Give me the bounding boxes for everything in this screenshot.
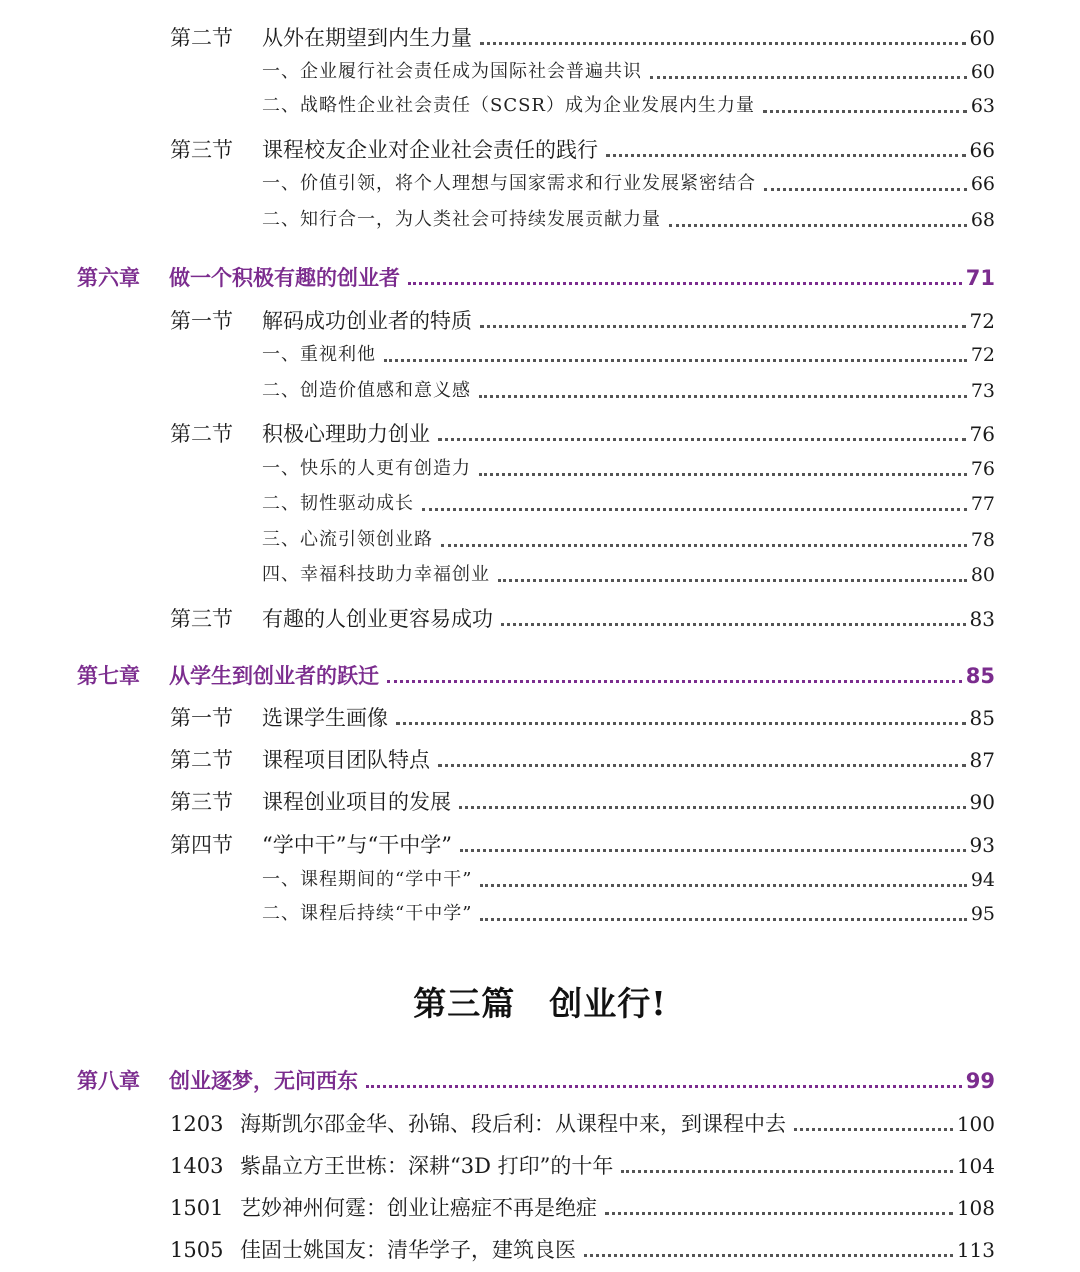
toc-entry-section — [0, 784, 1080, 820]
toc-page-number: 66 — [969, 138, 995, 162]
toc-entry-text — [77, 1063, 358, 1099]
toc-entry-entry — [0, 1232, 1080, 1268]
toc-entry-label: 第八章 — [77, 1069, 140, 1093]
dotted-leader — [438, 764, 966, 767]
toc-entry-title: 从外在期望到内生力量 — [262, 26, 472, 50]
toc-entry-text — [170, 784, 451, 820]
toc-page-number: 78 — [970, 529, 995, 551]
toc-entry-text — [262, 451, 471, 487]
dotted-leader — [498, 579, 967, 582]
dotted-leader — [621, 1170, 952, 1173]
dotted-leader — [669, 224, 967, 227]
toc-entry-title: 一、企业履行社会责任成为国际社会普遍共识 — [262, 61, 642, 82]
toc-page-number: 72 — [970, 344, 995, 366]
dotted-leader — [460, 849, 966, 852]
toc-entry-label: 第六章 — [77, 266, 140, 290]
toc-entry-text — [262, 337, 376, 373]
toc-entry-label: 第一节 — [170, 309, 233, 333]
toc-entry-chapter — [0, 1063, 1080, 1099]
toc-entry-section — [0, 416, 1080, 452]
toc-page-number: 100 — [956, 1112, 995, 1136]
toc-entry-text — [170, 132, 598, 168]
toc-entry-section — [0, 601, 1080, 637]
toc-entry-sub — [0, 862, 1080, 898]
toc-entry-title: 海斯凯尔邵金华、孙锦、段后利：从课程中来，到课程中去 — [240, 1112, 786, 1136]
toc-entry-title: “学中干”与“干中学” — [262, 833, 452, 857]
toc-entry-text — [170, 601, 493, 637]
toc-entry-text — [262, 557, 490, 593]
dotted-leader — [408, 282, 962, 285]
toc-entry-text — [262, 54, 642, 90]
toc-page-number: 93 — [969, 833, 995, 857]
toc-page-number: 68 — [970, 209, 995, 231]
toc-entry-title: 佳固士姚国友：清华学子，建筑良医 — [240, 1238, 576, 1262]
toc-entry-title: 一、快乐的人更有创造力 — [262, 458, 471, 479]
toc-entry-title: 创业逐梦，无问西东 — [169, 1069, 358, 1093]
dotted-leader — [605, 1212, 953, 1215]
toc-page-number: 94 — [970, 869, 995, 891]
toc-entry-title: 四、幸福科技助力幸福创业 — [262, 564, 490, 585]
toc-entry-title: 一、重视利他 — [262, 344, 376, 365]
dotted-leader — [459, 806, 966, 809]
toc-page-number: 71 — [965, 266, 995, 290]
toc-entry-text — [77, 658, 379, 694]
toc-entry-sub — [0, 522, 1080, 558]
toc-entry-title: 一、价值引领，将个人理想与国家需求和行业发展紧密结合 — [262, 173, 756, 194]
toc-page-number: 80 — [970, 564, 995, 586]
toc-entry-text — [170, 20, 472, 56]
toc-entry-text — [170, 416, 430, 452]
toc-entry-text — [262, 486, 414, 522]
toc-page-number: 85 — [969, 706, 995, 730]
dotted-leader — [764, 188, 967, 191]
toc-entry-text — [170, 1232, 576, 1268]
toc-entry-title: 二、战略性企业社会责任（SCSR）成为企业发展内生力量 — [262, 95, 755, 116]
toc-page-number: 85 — [965, 664, 995, 688]
toc-entry-title: 课程校友企业对企业社会责任的践行 — [262, 138, 598, 162]
toc-entry-label: 1505 — [170, 1238, 224, 1262]
toc-entry-sub — [0, 486, 1080, 522]
toc-entry-sub — [0, 896, 1080, 932]
dotted-leader — [366, 1085, 962, 1088]
dotted-leader — [480, 325, 966, 328]
dotted-leader — [384, 359, 967, 362]
toc-entry-chapter — [0, 658, 1080, 694]
toc-entry-label: 1501 — [170, 1196, 224, 1220]
toc-entry-text — [170, 1106, 786, 1142]
toc-entry-text — [170, 1190, 597, 1226]
toc-entry-text — [262, 862, 472, 898]
toc-entry-label: 1203 — [170, 1112, 224, 1136]
toc-entry-title: 课程项目团队特点 — [262, 748, 430, 772]
toc-entry-title: 做一个积极有趣的创业者 — [169, 266, 400, 290]
toc-entry-title: 有趣的人创业更容易成功 — [262, 607, 493, 631]
dotted-leader — [480, 918, 966, 921]
toc-page-number: 99 — [965, 1069, 995, 1093]
dotted-leader — [479, 395, 967, 398]
toc-entry-text — [262, 522, 433, 558]
toc-entry-section — [0, 303, 1080, 339]
dotted-leader — [606, 154, 966, 157]
toc-entry-label: 第三节 — [170, 138, 233, 162]
dotted-leader — [794, 1128, 953, 1131]
dotted-leader — [480, 42, 966, 45]
toc-entry-title: 积极心理助力创业 — [262, 422, 430, 446]
toc-page-number: 76 — [969, 422, 995, 446]
toc-entry-label: 第二节 — [170, 422, 233, 446]
toc-entry-label: 第一节 — [170, 706, 233, 730]
toc-entry-text — [170, 827, 452, 863]
toc-entry-title: 二、课程后持续“干中学” — [262, 903, 473, 924]
toc-entry-text — [170, 303, 472, 339]
toc-entry-entry — [0, 1106, 1080, 1142]
toc-page-number: 73 — [970, 380, 995, 402]
toc-entry-title: 三、心流引领创业路 — [262, 529, 433, 550]
toc-entry-text — [170, 1148, 613, 1184]
toc-entry-section — [0, 742, 1080, 778]
toc-entry-chapter — [0, 260, 1080, 296]
toc-entry-text — [170, 700, 388, 736]
dotted-leader — [584, 1254, 953, 1257]
toc-entry-sub — [0, 557, 1080, 593]
toc-entry-title: 一、课程期间的“学中干” — [262, 869, 473, 890]
toc-page-number: 113 — [956, 1238, 995, 1262]
toc-page-number: 108 — [956, 1196, 995, 1220]
toc-entry-section — [0, 827, 1080, 863]
toc-entry-title: 二、创造价值感和意义感 — [262, 380, 471, 401]
toc-entry-label: 第二节 — [170, 748, 233, 772]
toc-entry-title: 选课学生画像 — [262, 706, 388, 730]
toc-entry-title: 二、知行合一，为人类社会可持续发展贡献力量 — [262, 209, 661, 230]
toc-entry-label: 第七章 — [77, 664, 140, 688]
dotted-leader — [422, 508, 967, 511]
toc-entry-text — [262, 373, 471, 409]
toc-page-number: 60 — [970, 61, 995, 83]
toc-entry-title: 艺妙神州何霆：创业让癌症不再是绝症 — [240, 1196, 597, 1220]
dotted-leader — [480, 884, 966, 887]
toc-page-number: 87 — [969, 748, 995, 772]
dotted-leader — [501, 623, 966, 626]
dotted-leader — [650, 76, 967, 79]
toc-entry-sub — [0, 451, 1080, 487]
toc-entry-entry — [0, 1190, 1080, 1226]
dotted-leader — [396, 722, 966, 725]
toc-page-number: 76 — [970, 458, 995, 480]
toc-entry-text — [262, 88, 755, 124]
toc-entry-sub — [0, 202, 1080, 238]
toc-entry-entry — [0, 1148, 1080, 1184]
toc-entry-sub — [0, 166, 1080, 202]
toc-entry-label: 第四节 — [170, 833, 233, 857]
toc-entry-label: 第三节 — [170, 607, 233, 631]
toc-page-number: 90 — [969, 790, 995, 814]
toc-entry-section — [0, 132, 1080, 168]
toc-page-number: 66 — [970, 173, 995, 195]
toc-page-number: 95 — [970, 903, 995, 925]
toc-entry-sub — [0, 54, 1080, 90]
toc-page-number: 77 — [970, 493, 995, 515]
toc-entry-text — [77, 260, 400, 296]
dotted-leader — [479, 473, 967, 476]
toc-entry-title: 课程创业项目的发展 — [262, 790, 451, 814]
toc-entry-text — [262, 166, 756, 202]
toc-entry-section — [0, 700, 1080, 736]
toc-page-number: 104 — [956, 1154, 995, 1178]
dotted-leader — [763, 110, 967, 113]
toc-entry-title: 紫晶立方王世栋：深耕“3D 打印”的十年 — [240, 1154, 614, 1178]
toc-entry-text — [170, 742, 430, 778]
part-title: 第三篇 创业行! — [413, 984, 667, 1023]
toc-entry-label: 1403 — [170, 1154, 224, 1178]
toc-page-number: 83 — [969, 607, 995, 631]
toc-entry-label: 第二节 — [170, 26, 233, 50]
toc-entry-title: 解码成功创业者的特质 — [262, 309, 472, 333]
dotted-leader — [387, 680, 962, 683]
toc-entry-sub — [0, 373, 1080, 409]
toc-page-number: 60 — [969, 26, 995, 50]
toc-entry-title: 二、韧性驱动成长 — [262, 493, 414, 514]
toc-entry-sub — [0, 337, 1080, 373]
toc-entry-text — [262, 202, 661, 238]
toc-page-number: 63 — [970, 95, 995, 117]
dotted-leader — [438, 438, 966, 441]
toc-page-number: 72 — [969, 309, 995, 333]
toc-entry-label: 第三节 — [170, 790, 233, 814]
dotted-leader — [441, 544, 967, 547]
toc-entry-text — [262, 896, 472, 932]
toc-entry-section — [0, 20, 1080, 56]
toc-entry-title: 从学生到创业者的跃迁 — [169, 664, 379, 688]
toc-entry-sub — [0, 88, 1080, 124]
